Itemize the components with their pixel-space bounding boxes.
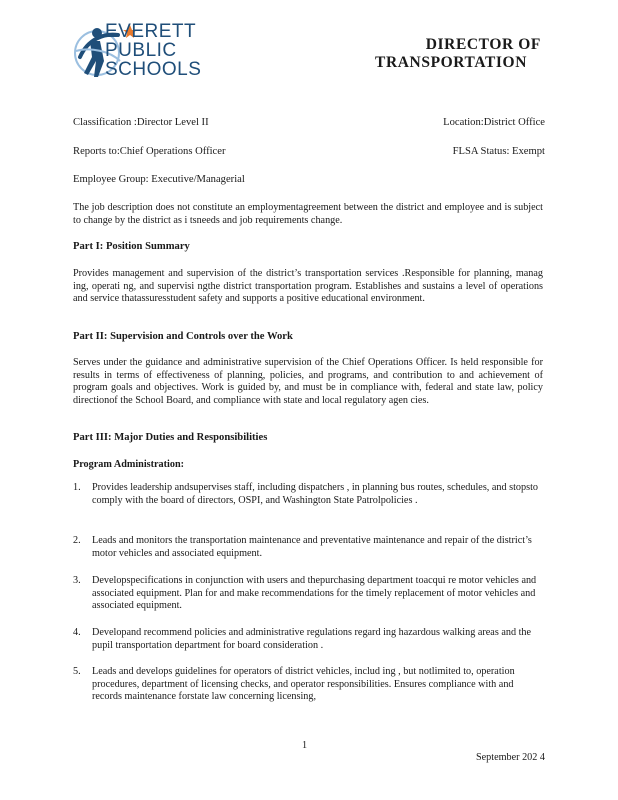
list-item-number: 1.	[73, 482, 81, 493]
reports-to: Reports to:Chief Operations Officer	[73, 146, 226, 157]
title-line-1: DIRECTOR OF	[425, 36, 541, 53]
duties-list-3	[73, 575, 543, 613]
logo-line-3: SCHOOLS	[105, 59, 202, 80]
duties-list-5	[73, 666, 543, 704]
list-item-number: 2.	[73, 535, 81, 546]
list-item-text: Leads and monitors the transportation maintenance and preventative maintenance and repair of the district’s motor vehicles and associated equipment.	[92, 535, 532, 559]
list-item	[73, 666, 543, 704]
list-item	[73, 575, 543, 613]
list-item	[73, 627, 543, 652]
title-line-2: TRANSPORTATION	[375, 54, 527, 71]
duties-list	[73, 482, 543, 507]
logo-line-2: PUBLIC	[105, 40, 177, 61]
logo-wordmark	[105, 22, 201, 79]
list-item-text: Developand recommend policies and administrative regulations regard ing hazardous walking areas and the pupil transportation department for board consideration .	[92, 627, 532, 651]
duties-list-2	[73, 535, 543, 560]
intro-paragraph: The job description does not constitute an employmentagreement between the district and employee and is subject to change by the district as i tsneeds and job requirements change.	[73, 202, 543, 226]
list-item-number: 3.	[73, 575, 81, 586]
part-3-heading: Part III: Major Duties and Responsibilities	[73, 432, 268, 443]
duties-list-4	[73, 627, 543, 652]
part-1-text: Provides management and supervision of the district’s transportation services .Responsible for planning, manag ing, operati ng, and supervisi ngthe district transportation program. Establishes and sustains a level of operations and service thatassuresstudent safety and supports a positive educational environment.	[73, 268, 543, 304]
part-2-heading: Part II: Supervision and Controls over the Work	[73, 331, 293, 342]
employee-group: Employee Group: Executive/Managerial	[73, 174, 245, 185]
document-title	[352, 36, 567, 72]
part-1-heading: Part I: Position Summary	[73, 241, 190, 252]
list-item-number: 4.	[73, 627, 81, 638]
location: Location:District Office	[443, 117, 545, 128]
classification: Classification :Director Level II	[73, 117, 209, 128]
list-item-text: Provides leadership andsupervises staff, including dispatchers , in planning bus routes, schedules, and stopsto comply with the board of directors, OSPI, and Washington State Patrolpolicies .	[92, 482, 539, 506]
logo-line-1: EVERETT	[105, 21, 197, 42]
list-item	[73, 482, 543, 507]
program-administration-subheading: Program Administration:	[73, 459, 185, 470]
list-item	[73, 535, 543, 560]
page-number: 1	[302, 740, 308, 751]
flsa-status: FLSA Status: Exempt	[452, 146, 545, 157]
list-item-number: 5.	[73, 666, 81, 677]
list-item-text: Leads and develops guidelines for operators of district vehicles, includ ing , but notlimited to, operation procedures, department of licensing checks, and operator responsibilities. Ensures compliance with and records maintenance forstate law concerning licensing,	[92, 666, 515, 702]
list-item-text: Developspecifications in conjunction with users and thepurchasing department toacqui re motor vehicles and associated equipment. Plan for and make recommendations for the timely replacement of motor vehicles and associated equipment.	[92, 575, 537, 611]
revision-date: September 202 4	[475, 752, 545, 763]
part-2-text: Serves under the guidance and administrative supervision of the Chief Operations Officer. Is held responsible for results in terms of effectiveness of planning, policies, and programs, and contribution to and achievement of program goals and objectives. Work is guided by, and must be in compliance with, federal and state law, policy directionof the School Board, and compliance with state and local regulatory agen cies.	[73, 357, 543, 406]
